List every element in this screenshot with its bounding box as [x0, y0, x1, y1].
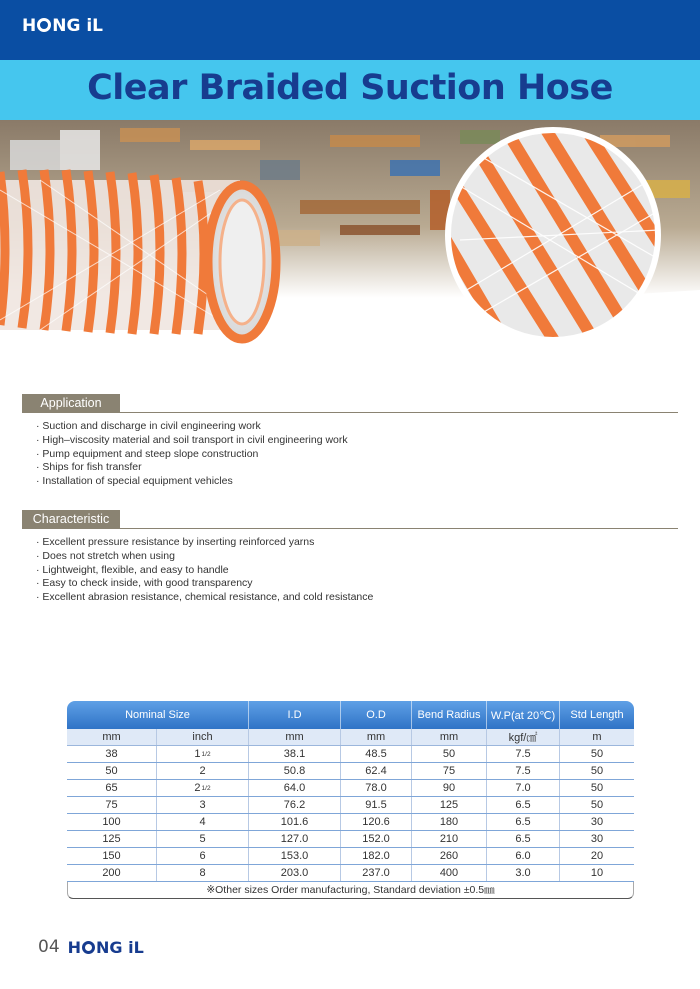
header-id: I.D — [249, 701, 341, 729]
inch-fraction: 1/2 — [201, 750, 211, 758]
list-item: · Installation of special equipment vehicles — [36, 475, 348, 489]
cell-value: 7.5 — [515, 765, 531, 777]
table-cell-mm — [67, 814, 157, 830]
table-cell-len — [560, 848, 634, 864]
table-cell-inch — [157, 814, 249, 830]
table-cell-id — [249, 797, 341, 813]
table-cell-id — [249, 746, 341, 762]
table-cell-wp — [487, 814, 560, 830]
cell-value: 182.0 — [362, 850, 390, 862]
list-item: · Pump equipment and steep slope construction — [36, 448, 348, 462]
unit-cell: kgf/㎠ — [487, 729, 560, 745]
cell-value: 3.0 — [515, 867, 531, 879]
table-note: ※Other sizes Order manufacturing, Standard deviation ±0.5㎜ — [67, 882, 634, 899]
cell-value: 2 — [194, 782, 201, 794]
spec-table-body — [67, 746, 634, 882]
cell-value: 38 — [105, 748, 118, 760]
brand-logo — [22, 16, 103, 36]
cell-value: 7.0 — [515, 782, 531, 794]
table-cell-wp — [487, 848, 560, 864]
table-cell-mm — [67, 848, 157, 864]
table-cell-bend — [412, 746, 487, 762]
cell-value: 75 — [442, 765, 456, 777]
table-cell-len — [560, 797, 634, 813]
top-bar — [0, 0, 700, 60]
cell-value: 125 — [102, 833, 121, 845]
list-item: · Ships for fish transfer — [36, 461, 348, 475]
cell-value: 6.5 — [515, 816, 531, 828]
cell-value: 6 — [199, 850, 206, 862]
table-row — [67, 746, 634, 763]
header-od: O.D — [341, 701, 412, 729]
hose-left — [0, 170, 276, 339]
application-list — [36, 420, 348, 489]
cell-value: 1 — [194, 748, 201, 760]
table-row — [67, 865, 634, 882]
hero-image — [0, 120, 700, 350]
cell-value: 62.4 — [365, 765, 387, 777]
table-cell-id — [249, 763, 341, 779]
table-cell-inch — [157, 780, 249, 796]
header-bend-radius: Bend Radius — [412, 701, 487, 729]
table-cell-bend — [412, 831, 487, 847]
cell-value: 6.5 — [515, 799, 531, 811]
cell-value: 91.5 — [365, 799, 387, 811]
cell-value: 76.2 — [283, 799, 306, 811]
table-cell-bend — [412, 848, 487, 864]
table-cell-len — [560, 746, 634, 762]
brand-logo-h: H — [22, 16, 37, 36]
cell-value: 127.0 — [280, 833, 309, 845]
table-cell-mm — [67, 831, 157, 847]
table-cell-mm — [67, 763, 157, 779]
table-row — [67, 814, 634, 831]
cell-value: 50 — [442, 748, 456, 760]
cell-value: 150 — [102, 850, 121, 862]
cell-value: 237.0 — [362, 867, 390, 879]
table-cell-inch — [157, 763, 249, 779]
cell-value: 200 — [102, 867, 121, 879]
hose-photo — [0, 120, 700, 350]
table-row — [67, 797, 634, 814]
cell-value: 260 — [439, 850, 459, 862]
table-cell-inch — [157, 865, 249, 881]
cell-value: 101.6 — [280, 816, 309, 828]
cell-value: 38.1 — [283, 748, 306, 760]
spec-table-header — [67, 701, 634, 729]
header-working-pressure: W.P(at 20℃) — [487, 701, 560, 729]
cell-value: 78.0 — [365, 782, 387, 794]
cell-value: 180 — [439, 816, 459, 828]
page-number: 04 — [38, 937, 60, 957]
brand-logo-o — [37, 18, 51, 32]
list-item: · Lightweight, flexible, and easy to handle — [36, 564, 373, 578]
table-cell-wp — [487, 831, 560, 847]
table-cell-id — [249, 780, 341, 796]
cell-value: 30 — [590, 833, 604, 845]
table-cell-mm — [67, 865, 157, 881]
table-row — [67, 763, 634, 780]
footer-logo-o — [82, 941, 95, 954]
list-item: · Excellent pressure resistance by inserting reinforced yarns — [36, 536, 373, 550]
application-heading: Application — [22, 394, 120, 413]
table-row — [67, 831, 634, 848]
cell-value: 48.5 — [365, 748, 387, 760]
cell-value: 50.8 — [283, 765, 306, 777]
table-cell-len — [560, 814, 634, 830]
table-cell-wp — [487, 746, 560, 762]
cell-value: 2 — [199, 765, 206, 777]
cell-value: 400 — [439, 867, 459, 879]
footer-logo-rest: NG iL — [96, 937, 144, 957]
table-cell-id — [249, 814, 341, 830]
cell-value: 120.6 — [362, 816, 390, 828]
cell-value: 10 — [590, 867, 604, 879]
cell-value: 4 — [199, 816, 206, 828]
table-cell-len — [560, 865, 634, 881]
unit-cell: mm — [412, 729, 487, 745]
table-cell-wp — [487, 797, 560, 813]
list-item: · Excellent abrasion resistance, chemical resistance, and cold resistance — [36, 591, 373, 605]
spec-table — [67, 701, 634, 899]
footer-logo-h: H — [67, 937, 82, 957]
table-cell-bend — [412, 763, 487, 779]
table-cell-od — [341, 831, 412, 847]
cell-value: 203.0 — [280, 867, 309, 879]
table-cell-od — [341, 865, 412, 881]
cell-value: 153.0 — [280, 850, 309, 862]
spec-table-units — [67, 729, 634, 746]
cell-value: 210 — [439, 833, 459, 845]
table-cell-od — [341, 848, 412, 864]
table-cell-mm — [67, 797, 157, 813]
table-cell-od — [341, 746, 412, 762]
cell-value: 3 — [199, 799, 206, 811]
list-item: · Suction and discharge in civil engineering work — [36, 420, 348, 434]
inch-fraction: 1/2 — [201, 784, 211, 792]
unit-cell: inch — [157, 729, 249, 745]
table-row — [67, 780, 634, 797]
table-cell-mm — [67, 780, 157, 796]
table-cell-wp — [487, 780, 560, 796]
characteristic-rule — [22, 528, 678, 529]
table-cell-bend — [412, 865, 487, 881]
cell-value: 6.0 — [515, 850, 531, 862]
table-cell-inch — [157, 848, 249, 864]
table-cell-len — [560, 831, 634, 847]
cell-value: 30 — [590, 816, 604, 828]
table-cell-inch — [157, 797, 249, 813]
table-cell-id — [249, 865, 341, 881]
cell-value: 50 — [590, 765, 604, 777]
table-cell-inch — [157, 746, 249, 762]
characteristic-heading: Characteristic — [22, 510, 120, 529]
cell-value: 7.5 — [515, 748, 531, 760]
cell-value: 20 — [590, 850, 604, 862]
table-row — [67, 848, 634, 865]
cell-value: 125 — [439, 799, 459, 811]
table-cell-od — [341, 763, 412, 779]
header-nominal-size: Nominal Size — [67, 701, 249, 729]
table-cell-id — [249, 831, 341, 847]
table-cell-id — [249, 848, 341, 864]
header-std-length: Std Length — [570, 709, 624, 721]
cell-value: 90 — [442, 782, 456, 794]
cell-value: 65 — [105, 782, 118, 794]
unit-cell: m — [592, 731, 602, 743]
list-item: · Does not stretch when using — [36, 550, 373, 564]
cell-value: 6.5 — [515, 833, 531, 845]
list-item: · High–viscosity material and soil transport in civil engineering work — [36, 434, 348, 448]
cell-value: 152.0 — [362, 833, 390, 845]
cell-value: 50 — [105, 765, 118, 777]
table-cell-len — [560, 763, 634, 779]
table-cell-bend — [412, 780, 487, 796]
application-rule — [22, 412, 678, 413]
table-cell-wp — [487, 865, 560, 881]
cell-value: 8 — [199, 867, 206, 879]
table-cell-inch — [157, 831, 249, 847]
cell-value: 50 — [590, 748, 604, 760]
table-cell-len — [560, 780, 634, 796]
table-cell-od — [341, 780, 412, 796]
table-cell-mm — [67, 746, 157, 762]
unit-cell: mm — [249, 729, 341, 745]
footer — [38, 937, 144, 957]
cell-value: 50 — [590, 799, 604, 811]
page-title: Clear Braided Suction Hose — [87, 68, 613, 108]
brand-logo-rest: NG iL — [52, 16, 103, 36]
list-item: · Easy to check inside, with good transparency — [36, 577, 373, 591]
characteristic-list — [36, 536, 373, 605]
cell-value: 50 — [590, 782, 604, 794]
table-cell-wp — [487, 763, 560, 779]
cell-value: 75 — [105, 799, 118, 811]
cell-value: 100 — [102, 816, 121, 828]
unit-cell: mm — [67, 729, 157, 745]
table-cell-od — [341, 814, 412, 830]
footer-brand-logo — [68, 938, 144, 957]
table-cell-od — [341, 797, 412, 813]
table-cell-bend — [412, 814, 487, 830]
unit-cell: mm — [341, 729, 412, 745]
cell-value: 64.0 — [283, 782, 306, 794]
cell-value: 5 — [199, 833, 206, 845]
table-cell-bend — [412, 797, 487, 813]
